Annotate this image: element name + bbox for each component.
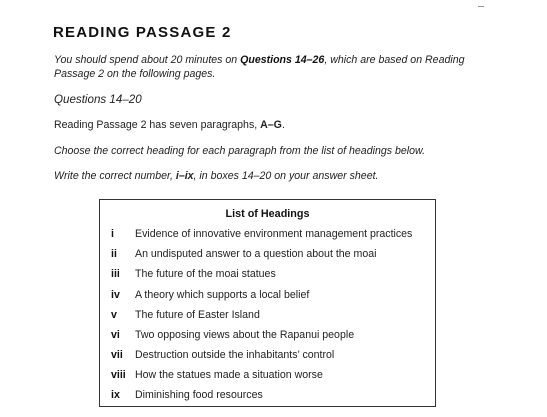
page-title: READING PASSAGE 2 bbox=[53, 24, 232, 41]
heading-text: Diminishing food resources bbox=[135, 389, 263, 401]
headings-box bbox=[99, 199, 436, 407]
heading-row bbox=[100, 248, 435, 264]
intro-instructions bbox=[54, 53, 504, 81]
heading-number: v bbox=[111, 309, 117, 321]
heading-row bbox=[100, 369, 435, 385]
write-instruction-start: Write the correct number, bbox=[54, 170, 176, 182]
choose-instruction: Choose the correct heading for each paragraph from the list of headings below. bbox=[54, 145, 426, 157]
page-corner-mark bbox=[478, 6, 484, 7]
heading-row bbox=[100, 228, 435, 244]
heading-number: vi bbox=[111, 329, 120, 341]
heading-text: Evidence of innovative environment management practices bbox=[135, 228, 413, 240]
heading-text: A theory which supports a local belief bbox=[135, 289, 310, 301]
heading-number: ix bbox=[111, 389, 120, 401]
intro-text-end: , which are based on Reading Passage 2 on the following pages. bbox=[54, 54, 465, 80]
heading-text: The future of Easter Island bbox=[135, 309, 260, 321]
heading-number: ii bbox=[111, 248, 117, 260]
heading-row bbox=[100, 389, 435, 405]
heading-number: iv bbox=[111, 289, 120, 301]
question-range: Questions 14–20 bbox=[54, 93, 142, 106]
heading-row bbox=[100, 349, 435, 365]
heading-text: How the statues made a situation worse bbox=[135, 369, 323, 381]
heading-text: Destruction outside the inhabitants’ control bbox=[135, 349, 335, 361]
heading-row bbox=[100, 268, 435, 284]
paragraphs-note-end: . bbox=[281, 119, 285, 131]
write-instruction-end: , in boxes 14–20 on your answer sheet. bbox=[193, 170, 379, 182]
paragraphs-note-start: Reading Passage 2 has seven paragraphs, bbox=[54, 119, 261, 131]
write-instruction-bold: i–ix bbox=[175, 170, 194, 182]
write-instruction bbox=[54, 170, 378, 182]
heading-row bbox=[100, 329, 435, 345]
paragraphs-note bbox=[54, 119, 285, 131]
heading-number: vii bbox=[111, 349, 123, 361]
heading-text: Two opposing views about the Rapanui people bbox=[135, 329, 355, 341]
intro-text-start: You should spend about 20 minutes on bbox=[54, 54, 241, 66]
heading-text: An undisputed answer to a question about the moai bbox=[135, 248, 377, 260]
heading-number: viii bbox=[111, 369, 126, 381]
heading-number: iii bbox=[111, 268, 120, 280]
headings-list-title: List of Headings bbox=[225, 208, 310, 220]
paragraphs-note-bold: A–G bbox=[260, 119, 282, 131]
heading-text: The future of the moai statues bbox=[135, 268, 276, 280]
intro-questions-bold: Questions 14–26 bbox=[240, 54, 325, 66]
heading-number: i bbox=[111, 228, 114, 240]
heading-row bbox=[100, 309, 435, 325]
heading-row bbox=[100, 289, 435, 305]
